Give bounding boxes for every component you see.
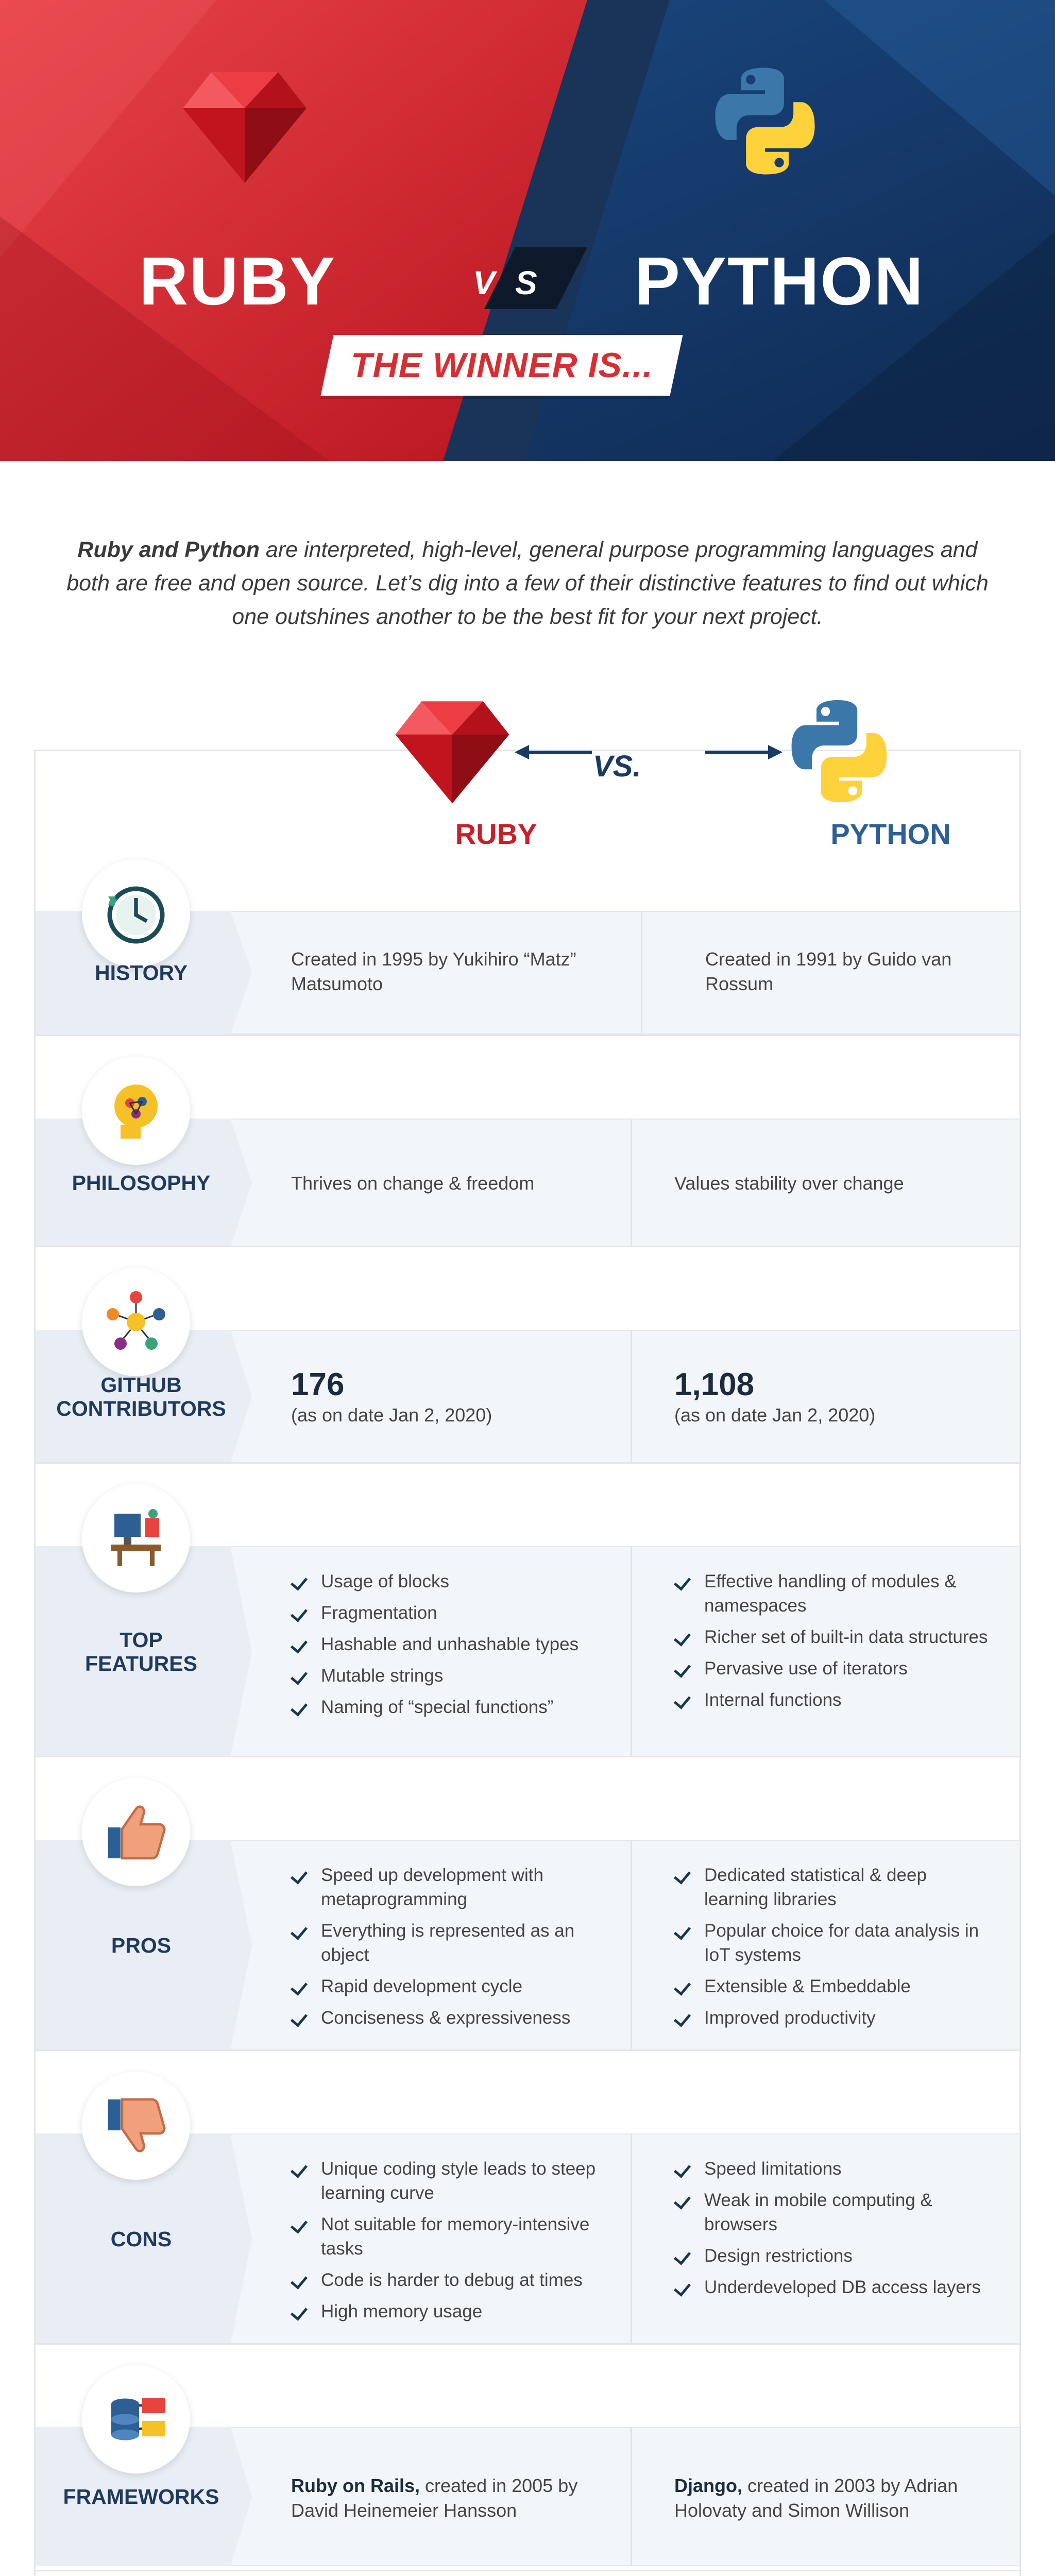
list-item: Not suitable for memory-intensive tasks <box>291 2212 610 2261</box>
frameworks-python-text: created in 2003 by Adrian Holovaty and Simon Willison <box>674 2475 958 2521</box>
frameworks-ruby-text: created in 2005 by David Heinemeier Hansson <box>291 2475 578 2521</box>
github-ruby-number: 176 <box>291 1367 345 1402</box>
pros-python-list <box>643 1863 989 2037</box>
github-label-1: GITHUB <box>100 1373 182 1397</box>
intro-lead: Ruby and Python <box>77 537 260 562</box>
row-pros <box>36 1756 1019 2049</box>
list-item: Rapid development cycle <box>291 1974 600 1998</box>
ruby-gem-icon <box>393 694 512 808</box>
list-item: Extensible & Embeddable <box>674 1974 989 1998</box>
history-label: HISTORY <box>95 961 188 985</box>
cons-label: CONS <box>110 2227 172 2251</box>
frameworks-ruby-name: Ruby on Rails, <box>291 2475 420 2496</box>
list-item: Unique coding style leads to steep learning curve <box>291 2157 610 2205</box>
frameworks-label: FRAMEWORKS <box>63 2485 219 2509</box>
python-snake-icon <box>782 694 896 808</box>
list-item: Usage of blocks <box>291 1569 646 1594</box>
list-item: Effective handling of modules & namespaces <box>674 1569 989 1618</box>
top-features-label-2: FEATURES <box>85 1652 197 1675</box>
list-item: Weak in mobile computing & browsers <box>674 2188 989 2236</box>
github-python <box>643 1367 989 1428</box>
header-python: PYTHON <box>830 818 951 850</box>
winner-banner-text: THE WINNER IS... <box>350 346 653 385</box>
cons-python-list <box>643 2157 989 2307</box>
hero-banner <box>0 0 1055 461</box>
list-item: Code is harder to debug at times <box>291 2268 610 2292</box>
top-features-python-list <box>643 1569 989 1719</box>
row-github <box>36 1246 1019 1462</box>
top-features-label-1: TOP <box>120 1628 163 1652</box>
pros-ruby-list <box>291 1863 600 2037</box>
row-history <box>36 859 1019 1035</box>
github-python-note: (as on date Jan 2, 2020) <box>674 1404 876 1426</box>
list-item: Dedicated statistical & deep learning libraries <box>674 1863 989 1911</box>
row-cons <box>36 2049 1019 2343</box>
github-ruby <box>291 1367 646 1428</box>
frameworks-python-name: Django, <box>674 2475 742 2496</box>
hero-python-title: PYTHON <box>635 243 925 319</box>
github-python-number: 1,108 <box>674 1367 755 1402</box>
intro-text: are interpreted, high-level, general purpose programming languages and both are free and open source. Let’s dig into a few of their distinctive features to find out which one outshines another to be the best fit for your next project. <box>66 537 989 629</box>
list-item: Improved productivity <box>674 2006 989 2030</box>
github-ruby-note: (as on date Jan 2, 2020) <box>291 1404 492 1426</box>
cons-ruby-list <box>291 2157 610 2331</box>
list-item: Internal functions <box>674 1688 989 1712</box>
intro-paragraph <box>62 533 993 634</box>
row-top-features <box>36 1462 1019 1756</box>
list-item: Design restrictions <box>674 2244 989 2268</box>
left-arrow-icon <box>515 742 592 762</box>
hero-ruby-title: RUBY <box>139 243 336 319</box>
list-item: Richer set of built-in data structures <box>674 1625 989 1649</box>
ruby-logo-icon <box>180 67 309 185</box>
list-item: High memory usage <box>291 2299 610 2324</box>
list-item: Everything is represented as an object <box>291 1919 600 1967</box>
list-item: Popular choice for data analysis in IoT systems <box>674 1919 989 1967</box>
github-label-2: CONTRIBUTORS <box>56 1397 226 1420</box>
winner-banner <box>320 335 683 396</box>
philosophy-label: PHILOSOPHY <box>72 1171 211 1195</box>
history-ruby: Created in 1995 by Yukihiro “Matz” Matsumoto <box>291 948 576 994</box>
row-frameworks <box>36 2343 1019 2570</box>
row-philosophy <box>36 1035 1019 1246</box>
philosophy-ruby: Thrives on change & freedom <box>291 1173 535 1194</box>
python-logo-icon <box>706 62 824 180</box>
pros-label: PROS <box>111 1934 172 1957</box>
history-python: Created in 1991 by Guido van Rossum <box>705 948 952 994</box>
frameworks-ruby <box>291 2473 600 2523</box>
list-item: Hashable and unhashable types <box>291 1632 646 1656</box>
right-arrow-icon <box>705 742 782 762</box>
list-item: Mutable strings <box>291 1664 646 1688</box>
list-item: Speed up development with metaprogramming <box>291 1863 600 1911</box>
comparison-table <box>34 750 1021 2576</box>
list-item: Fragmentation <box>291 1601 646 1625</box>
list-item: Pervasive use of iterators <box>674 1656 989 1681</box>
header-vs: VS. <box>593 750 641 783</box>
header-ruby: RUBY <box>455 818 537 850</box>
list-item: Underdeveloped DB access layers <box>674 2275 989 2299</box>
row-brands <box>36 2570 1019 2576</box>
hero-vs-s: S <box>515 264 537 301</box>
philosophy-python: Values stability over change <box>674 1173 904 1194</box>
frameworks-python <box>643 2473 989 2523</box>
list-item: Conciseness & expressiveness <box>291 2006 600 2030</box>
top-features-ruby-list <box>291 1569 646 1726</box>
hero-vs-v: V <box>473 264 495 301</box>
list-item: Speed limitations <box>674 2157 989 2181</box>
list-item: Naming of “special functions” <box>291 1695 646 1719</box>
